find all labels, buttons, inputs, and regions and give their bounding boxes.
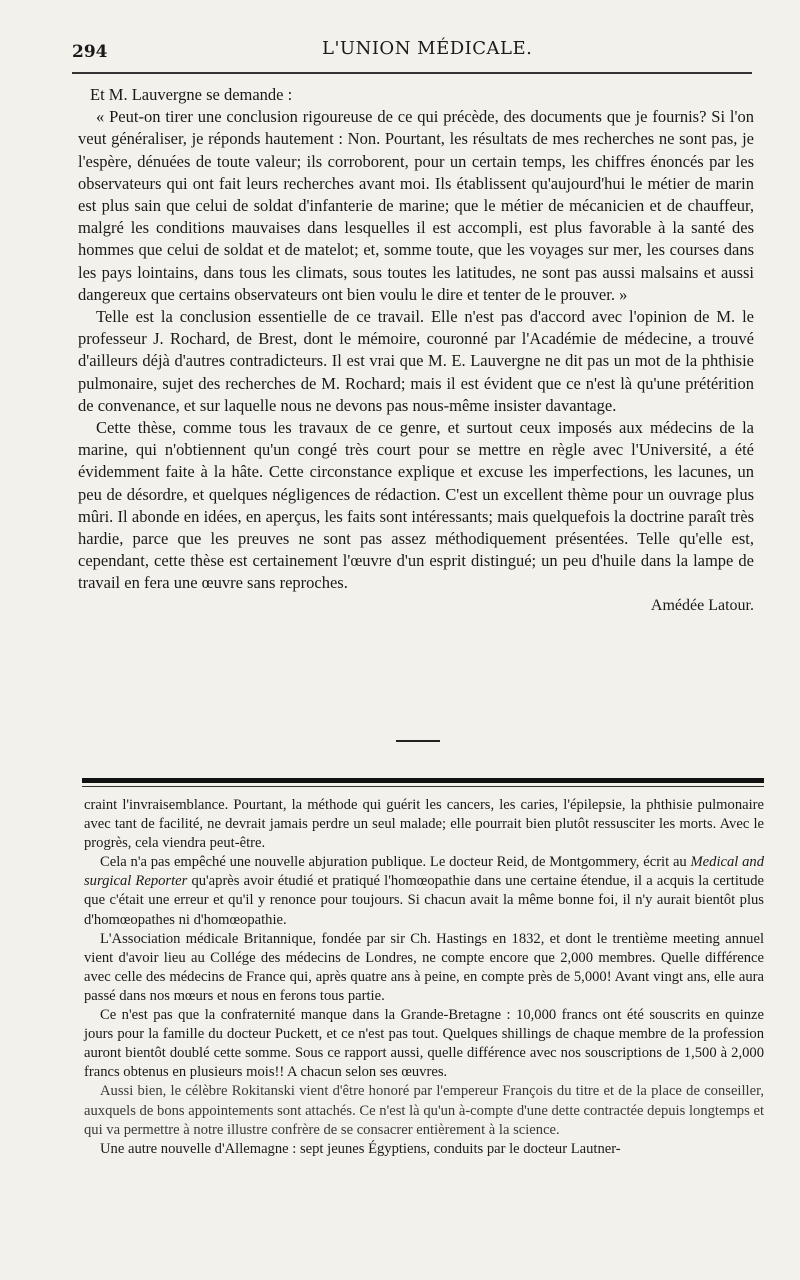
quote-paragraph: « Peut-on tirer une conclusion rigoureuse de ce qui précède, des documents que je fournis? Si l'on veut généraliser, je réponds hautement : Non. Pourtant, les résultats de mes recherches ne sont pas, je l'espère, dénuées de toute valeur; ils corroborent, pour un certain temps, les chiffres énoncés par les observateurs qui ont fait leurs recherches avant moi. Ils établissent qu'aujourd'hui le métier de marin est plus sain que celui de soldat d'infanterie de marine; que le métier de mécanicien et de chauffeur, malgré les conditions mauvaises dans lesquelles il est accompli, est plus favorable à la santé des hommes que celui de soldat et de matelot; et, somme toute, que les voyages sur mer, les courses dans les pays lointains, dans tous les climats, sous toutes les latitudes, ne sont pas aussi malsains et aussi dangereux que certains observateurs ont bien voulu le dire et tenter de le prouver. » (78, 107, 754, 304)
author-signature: Amédée Latour. (650, 596, 754, 614)
page-number: 294 (72, 42, 108, 62)
header-rule (72, 72, 752, 74)
paragraph (84, 853, 764, 929)
section-divider (396, 740, 440, 742)
feuilleton-column (84, 796, 764, 1159)
paragraph-text: Cela n'a pas empêché une nouvelle abjuration publique. Le docteur Reid, de Montgommery, écrit au (100, 854, 691, 871)
running-head: L'UNION MÉDICALE. (322, 38, 533, 59)
paragraph: Aussi bien, le célèbre Rokitanski vient d'être honoré par l'empereur François du titre et de la place de conseiller, auxquels de bons appointements sont attachés. Ce n'est là qu'un à-compte d'une dette contractée depuis longtemps et qui va permettre à notre illustre confrère de se consacrer entièrement à la science. (84, 1083, 764, 1138)
paragraph: Une autre nouvelle d'Allemagne : sept jeunes Égyptiens, conduits par le docteur Lautner- (100, 1140, 621, 1157)
paragraph: Cette thèse, comme tous les travaux de ce genre, et surtout ceux imposés aux médecins de la marine, qui n'obtiennent qu'un congé très court pour se mettre en règle avec l'Université, a été évidemment faite à la hâte. Cette circonstance explique et excuse les imperfections, les lacunes, un peu de désordre, et quelques négligences de rédaction. C'est un excellent thème pour un ouvrage plus mûri. Il abonde en idées, en aperçus, les faits sont intéressants; mais quelquefois la doctrine paraît très hardie, parce que les preuves ne sont pas assez méthodiquement présentées. Telle qu'elle est, cependant, cette thèse est certainement l'œuvre d'un esprit distingué; un peu d'huile dans la lampe de travail en fera une œuvre sans reproches. (78, 418, 754, 593)
feuilleton-rule (82, 778, 764, 783)
feuilleton-rule-thin (82, 786, 764, 787)
intro-line: Et M. Lauvergne se demande : (90, 85, 293, 104)
journal-title: Medical and surgical Reporter (84, 854, 765, 890)
paragraph: Ce n'est pas que la confraternité manque dans la Grande-Bretagne : 10,000 francs ont été souscrits en quinze jours pour la famille du docteur Puckett, et ce n'est pas tout. Quelques shillings de chaque membre de la profession auront bientôt doublé cette somme. Sous ce rapport aussi, quelle différence avec nos souscriptions de 1,500 à 2,000 francs obtenus en plusieurs mois!! A chacun selon ses œuvres. (84, 1007, 764, 1081)
main-article (78, 84, 754, 617)
paragraph-text: qu'après avoir étudié et pratiqué l'homœopathie dans une certaine étendue, il a acquis la certitude que c'était une erreur et qu'il y renonce pour toujours. Si chacun avait la même bonne foi, il n'y aurait bientôt plus d'homœopathes ni d'homœopathie. (84, 873, 764, 928)
page-header (72, 30, 752, 60)
paragraph: L'Association médicale Britannique, fondée par sir Ch. Hastings en 1832, et dont le trentième meeting annuel vient d'avoir lieu au Collége des médecins de Londres, ne compte encore que 2,000 membres. Quelle différence avec celle des médecins de France qui, après quatre ans à peine, en compte près de 5,000! Avant vingt ans, elle aura passé dans nos mœurs et nous en ferons tous partie. (84, 930, 764, 1004)
paragraph: craint l'invraisemblance. Pourtant, la méthode qui guérit les cancers, les caries, l'épilepsie, la phthisie pulmonaire avec tant de facilité, ne devrait jamais perdre un seul malade; elle pourrait bien plutôt ressusciter les morts. Avec le progrès, cela viendra peut-être. (84, 797, 764, 852)
paragraph: Telle est la conclusion essentielle de ce travail. Elle n'est pas d'accord avec l'opinion de M. le professeur J. Rochard, de Brest, dont le mémoire, couronné par l'Académie de médecine, a trouvé d'ailleurs déjà d'autres contradicteurs. Il est vrai que M. E. Lauvergne ne dit pas un mot de la phthisie pulmonaire, sujet des recherches de M. Rochard; mais il est évident que ce n'est là qu'une prétérition de convenance, et sur laquelle nous ne devons pas nous-même insister davantage. (78, 307, 754, 415)
